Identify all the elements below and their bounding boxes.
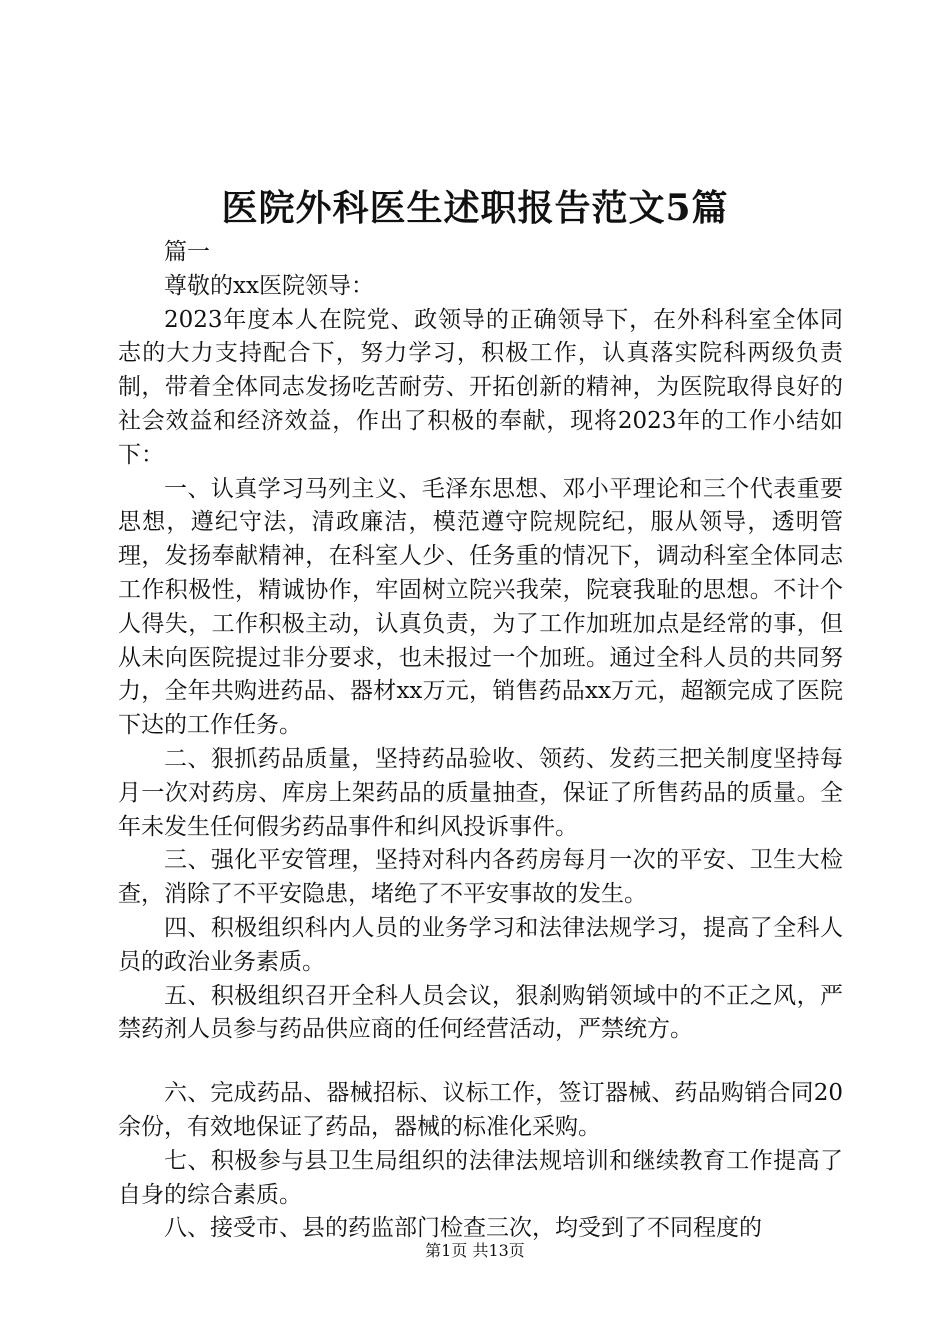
paragraph-gap: [118, 1047, 843, 1077]
item-paragraph-7: 七、积极参与县卫生局组织的法律法规培训和继续教育工作提高了自身的综合素质。: [118, 1147, 843, 1208]
salutation: 尊敬的xx医院领导：: [164, 272, 374, 299]
intro-paragraph: 2023年度本人在院党、政领导的正确领导下，在外科科室全体同志的大力支持配合下，努力学习，积极工作，认真落实院科两级负责制，带着全体同志发扬吃苦耐劳、开拓创新的精神，为医院取得良好的社会效益和经济效益，作出了积极的奉献，现将2023年的工作小结如下：: [118, 306, 843, 468]
document-body: [118, 236, 843, 1246]
item-paragraph-2: 二、狠抓药品质量，坚持药品验收、领药、发药三把关制度坚持每月一次对药房、库房上架药品的质量抽查，保证了所售药品的质量。全年未发生任何假劣药品事件和纠风投诉事件。: [118, 745, 843, 840]
item-paragraph-8: 八、接受市、县的药监部门检查三次，均受到了不同程度的: [164, 1215, 762, 1242]
item-paragraph-3: 三、强化平安管理，坚持对科内各药房每月一次的平安、卫生大检查，消除了不平安隐患，堵绝了不平安事故的发生。: [118, 847, 843, 908]
item-paragraph-1: 一、认真学习马列主义、毛泽东思想、邓小平理论和三个代表重要思想，遵纪守法，清政廉洁，模范遵守院规院纪，服从领导，透明管理，发扬奉献精神，在科室人少、任务重的情况下，调动科室全体同志工作积极性，精诚协作，牢固树立院兴我荣，院衰我耻的思想。不计个人得失，工作积极主动，认真负责，为了工作加班加点是经常的事，但从未向医院提过非分要求，也未报过一个加班。通过全科人员的共同努力，全年共购进药品、器材xx万元，销售药品xx万元，超额完成了医院下达的工作任务。: [118, 475, 843, 739]
document-title: 医院外科医生述职报告范文5篇: [221, 187, 729, 229]
item-paragraph-6: 六、完成药品、器械招标、议标工作，签订器械、药品购销合同20余份，有效地保证了药品，器械的标准化采购。: [118, 1080, 843, 1140]
item-paragraph-4: 四、积极组织科内人员的业务学习和法律法规学习，提高了全科人员的政治业务素质。: [118, 914, 843, 975]
item-paragraph-5: 五、积极组织召开全科人员会议，狠刹购销领域中的不正之风，严禁药剂人员参与药品供应商的任何经营活动，严禁统方。: [118, 982, 843, 1043]
page-number-footer: 第1页 共13页: [425, 1241, 525, 1260]
section-heading: 篇一: [164, 239, 210, 265]
